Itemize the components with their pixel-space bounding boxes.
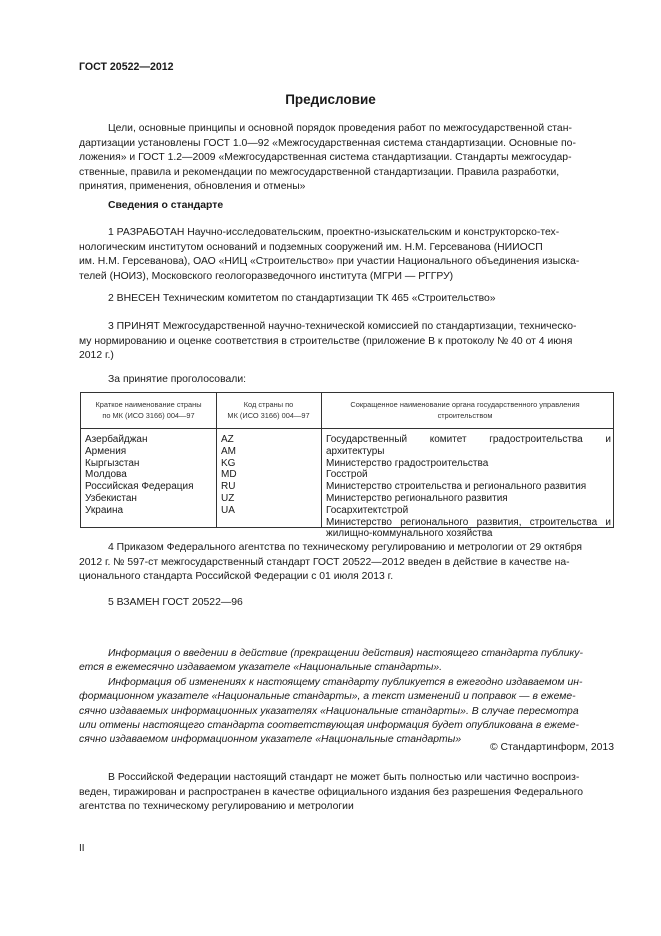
table-cell-country: Кыргызстан [85,457,140,469]
copyright: © Стандартинформ, 2013 [489,742,614,753]
table-cell-code: UA [221,504,235,516]
table-cell-code: AZ [221,434,234,445]
info-heading: Сведения о стандарте [108,200,224,211]
table-cell-country: Азербайджан [85,434,148,445]
table-cell-country: Российская Федерация [85,481,194,493]
table-divider [321,393,322,527]
item-1-developed: 1 РАЗРАБОТАН Научно-исследовательским, проектно-изыскательским и конструкторско-тех- нологическим институтом оснований и подземных сооружений им. Н.М. Герсеванова (НИИОСП им. Н.М. Герсеванова), ОАО «НИЦ «Строительство» при участии Национального объединения изыска- телей (НОИЗ), Московского геологоразведочного института (МГРИ — РГГРУ) [79,227,580,282]
standard-code-header: ГОСТ 20522—2012 [79,61,174,73]
table-cell-agency: Госархитектстрой [326,504,409,516]
item-5-replaces: 5 ВЗАМЕН ГОСТ 20522—96 [108,597,243,608]
table-cell-code: AM [221,445,236,457]
table-header-divider [81,428,613,429]
table-cell-code: RU [221,481,236,493]
item-4-order: 4 Приказом Федерального агентства по техническому регулированию и метрологии от 29 октября 2012 г. № 597-ст межгосударственный стандарт ГОСТ 20522—2012 введен в действие в качестве на- ционального стандарта Российской Федерации с 01 июля 2013 г. [79,542,583,582]
item-2-introduced: 2 ВНЕСЕН Техническим комитетом по стандартизации ТК 465 «Строительство» [108,293,496,304]
notice-changes: Информация об изменениях к настоящему стандарту публикуется в ежегодно издаваемом ин- формационном указателе «Национальные стандарты», а текст изменений и поправок — в ежеме- сячно издаваемых информационных указателях «Национальные стандарты». В случае пересмотра или отмены настоящего стандарта соответствующая информация будет опубликована в ежеме- сячно издаваемом информационном указателе «Национальные стандарты» [79,677,583,746]
table-cell-code: UZ [221,492,235,504]
item-3-adopted: 3 ПРИНЯТ Межгосударственной научно-технической комиссией по стандартизации, техническо- му нормированию и оценке соответствия в строительстве (приложение В к протоколу № 40 от 4 июня 2012 г.) [79,321,577,361]
intro-paragraph: Цели, основные принципы и основной порядок проведения работ по межгосударственной стан- дартизации установлены ГОСТ 1.0—92 «Межгосударственная система стандартизации. Основные по- ложения» и ГОСТ 1.2—2009 «Межгосударственная система стандартизации. Стандарты межгосудар- ственные, правила и рекомендации по межгосударственной стандартизации. Правила разработки, принятия, применения, обновления и отмены» [79,123,576,192]
table-cell-agency: Госстрой [326,469,368,481]
notice-introduction: Информация о введении в действие (прекращении действия) настоящего стандарта публику- ется в ежемесячно издаваемом указателе «Национальные стандарты». [79,648,583,674]
table-header-code: Код страны по МК (ИСО 3166) 004—97 [227,400,310,420]
table-cell-code: MD [221,469,237,481]
table-cell-agency: Министерство регионального развития [326,492,508,504]
table-cell-country: Узбекистан [85,492,137,504]
country-column [85,434,213,517]
agency-column [326,434,611,540]
code-column [221,434,316,517]
table-cell-agency: Министерство регионального развития, строительства и жилищно-коммунального хозяйства [326,516,611,540]
page-title: Предисловие [285,92,376,107]
table-cell-agency: Министерство строительства и регионального развития [326,481,587,493]
table-cell-country: Молдова [85,469,127,481]
table-cell-code: KG [221,457,236,469]
legal-notice: В Российской Федерации настоящий стандарт не может быть полностью или частично воспроиз- веден, тиражирован и распространен в качестве официального издания без разрешения Федерального агентства по техническому регулированию и метрологии [79,772,584,812]
table-cell-country: Украина [85,504,124,516]
page-number: II [79,843,85,854]
voted-label: За принятие проголосовали: [108,374,247,385]
table-cell-agency: Министерство градостроительства [326,457,489,469]
table-cell-country: Армения [85,445,127,457]
table-header-country: Краткое наименование страны по МК (ИСО 3166) 004—97 [95,400,202,420]
voting-table [80,392,614,540]
table-cell-agency: Государственный комитет градостроительства и архитектуры [326,434,611,457]
table-header-agency: Сокращенное наименование органа государственного управления строительством [350,400,580,420]
